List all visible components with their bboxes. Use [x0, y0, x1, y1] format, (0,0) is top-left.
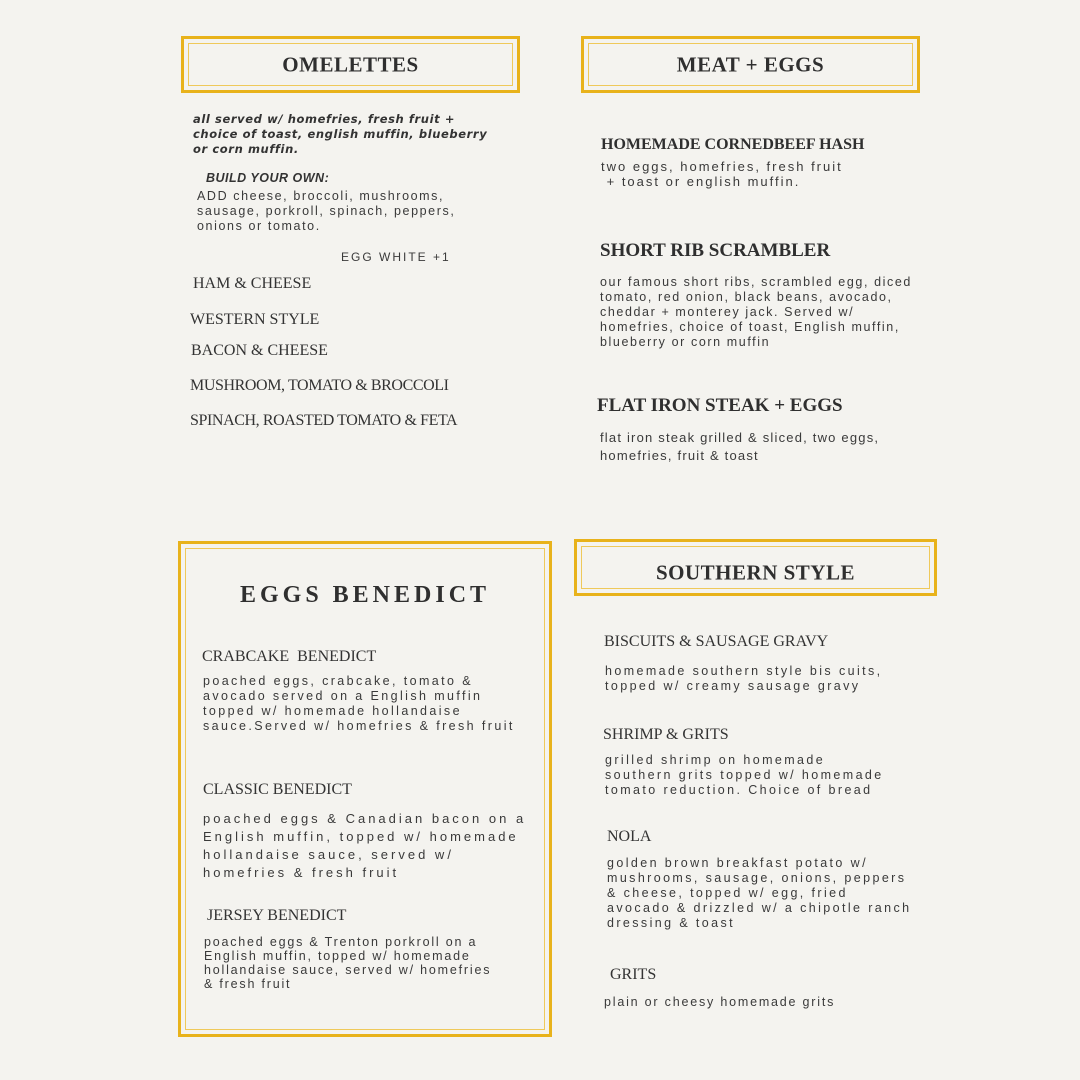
meat-eggs-title: MEAT + EGGS	[676, 52, 825, 76]
menu-item-desc: two eggs, homefries, fresh fruit	[601, 159, 843, 174]
menu-item-desc: poached eggs & Trenton porkroll on a English muffin, topped w/ homemade hollandaise sauce, served w/ homefries & fresh fruit	[204, 935, 492, 991]
menu-item-desc: poached eggs, crabcake, tomato & avocado served on a English muffin topped w/ homemade hollandaise sauce.Served w/ homefries & fresh fruit	[203, 674, 515, 733]
menu-item-name: CLASSIC BENEDICT	[203, 781, 352, 798]
menu-item-desc: golden brown breakfast potato w/ mushrooms, sausage, onions, peppers & cheese, topped w/ egg, fried avocado & drizzled w/ a chipotle ranch dressing & toast	[607, 856, 912, 930]
menu-item-name: BISCUITS & SAUSAGE GRAVY	[604, 633, 829, 650]
southern-style-header	[574, 539, 937, 596]
omelettes-header	[181, 36, 520, 93]
menu-item-name: SHRIMP & GRITS	[603, 726, 729, 743]
meat-eggs-header	[581, 36, 920, 93]
menu-item-name: JERSEY BENEDICT	[207, 907, 347, 924]
southern-style-title: SOUTHERN STYLE	[656, 560, 855, 585]
omelettes-note: all served w/ homefries, fresh fruit + choice of toast, english muffin, blueberry or corn muffin.	[193, 112, 488, 156]
omelette-item: WESTERN STYLE	[190, 311, 320, 328]
omelette-item: MUSHROOM, TOMATO & BROCCOLI	[190, 377, 449, 394]
menu-item-desc: poached eggs & Canadian bacon on a English muffin, topped w/ homemade hollandaise sauce, served w/ homefries & fresh fruit	[203, 811, 527, 880]
menu-item-name: SHORT RIB SCRAMBLER	[600, 240, 831, 261]
menu-item-desc: our famous short ribs, scrambled egg, diced tomato, red onion, black beans, avocado, cheddar + monterey jack. Served w/ homefries, choice of toast, English muffin, blueberry or corn muffin	[600, 275, 912, 349]
menu-item-name: FLAT IRON STEAK + EGGS	[597, 395, 843, 416]
omelette-item: HAM & CHEESE	[193, 275, 312, 292]
egg-white-price: EGG WHITE +1	[341, 250, 451, 264]
eggs-benedict-title: EGGS BENEDICT	[239, 582, 491, 608]
build-your-own-desc: ADD cheese, broccoli, mushrooms, sausage, porkroll, spinach, peppers, onions or tomato.	[197, 189, 456, 233]
build-your-own-title: BUILD YOUR OWN:	[206, 171, 330, 185]
menu-item-name: GRITS	[610, 966, 657, 983]
omelette-item: BACON & CHEESE	[191, 342, 328, 359]
menu-item-desc: grilled shrimp on homemade southern grits topped w/ homemade tomato reduction. Choice of bread	[605, 753, 884, 797]
menu-item-desc: flat iron steak grilled & sliced, two eggs, homefries, fruit & toast	[600, 430, 880, 463]
menu-item-name: HOMEMADE CORNEDBEEF HASH	[601, 136, 865, 153]
menu-item-desc: + toast or english muffin.	[601, 174, 801, 189]
omelettes-title: OMELETTES	[282, 52, 419, 76]
menu-item-desc: homemade southern style bis cuits, topped w/ creamy sausage gravy	[605, 664, 883, 693]
menu-item-desc: plain or cheesy homemade grits	[604, 995, 836, 1009]
menu-item-name: NOLA	[607, 828, 652, 845]
omelette-item: SPINACH, ROASTED TOMATO & FETA	[190, 412, 458, 429]
menu-item-name: CRABCAKE BENEDICT	[202, 648, 377, 665]
